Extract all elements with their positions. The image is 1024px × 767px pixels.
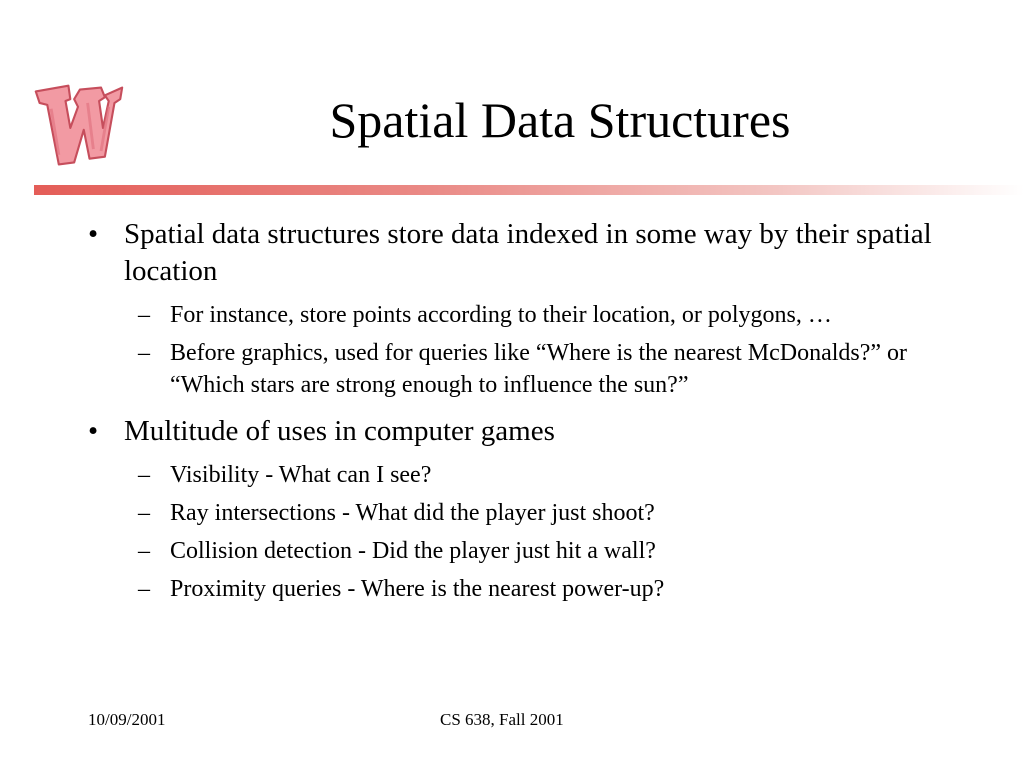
- wisconsin-w-logo-icon: [30, 78, 126, 174]
- sub-bullet-text: Visibility - What can I see?: [170, 462, 432, 488]
- dash-marker: –: [138, 500, 150, 526]
- sub-bullet-text: Collision detection - Did the player just hit a wall?: [170, 538, 656, 564]
- footer-date: 10/09/2001: [88, 710, 166, 729]
- bullet-text: Multitude of uses in computer games: [124, 415, 555, 447]
- bullet-item: [88, 216, 968, 290]
- dash-marker: –: [138, 576, 150, 602]
- sub-bullet-item: [88, 337, 968, 401]
- bullet-text: Spatial data structures store data indexed in some way by their spatial location: [124, 218, 932, 287]
- title-divider: [34, 185, 1024, 195]
- sub-bullet-item: [88, 497, 968, 529]
- footer-course: CS 638, Fall 2001: [440, 710, 564, 729]
- bullet-item: [88, 413, 968, 450]
- sub-bullet-item: [88, 573, 968, 605]
- bullet-marker: •: [88, 415, 99, 447]
- sub-bullet-item: [88, 459, 968, 491]
- slide-body: [88, 216, 968, 611]
- sub-bullet-text: For instance, store points according to their location, or polygons, …: [170, 302, 832, 328]
- dash-marker: –: [138, 340, 150, 366]
- dash-marker: –: [138, 302, 150, 328]
- bullet-marker: •: [88, 218, 99, 250]
- dash-marker: –: [138, 538, 150, 564]
- sub-bullet-text: Ray intersections - What did the player just shoot?: [170, 500, 655, 526]
- sub-bullet-text: Before graphics, used for queries like “Where is the nearest McDonalds?” or “Which stars are strong enough to influence the sun?”: [170, 340, 908, 398]
- dash-marker: –: [138, 462, 150, 488]
- sub-bullet-text: Proximity queries - Where is the nearest power-up?: [170, 576, 665, 602]
- sub-bullet-item: [88, 535, 968, 567]
- sub-bullet-item: [88, 299, 968, 331]
- slide-title: Spatial Data Structures: [329, 92, 791, 148]
